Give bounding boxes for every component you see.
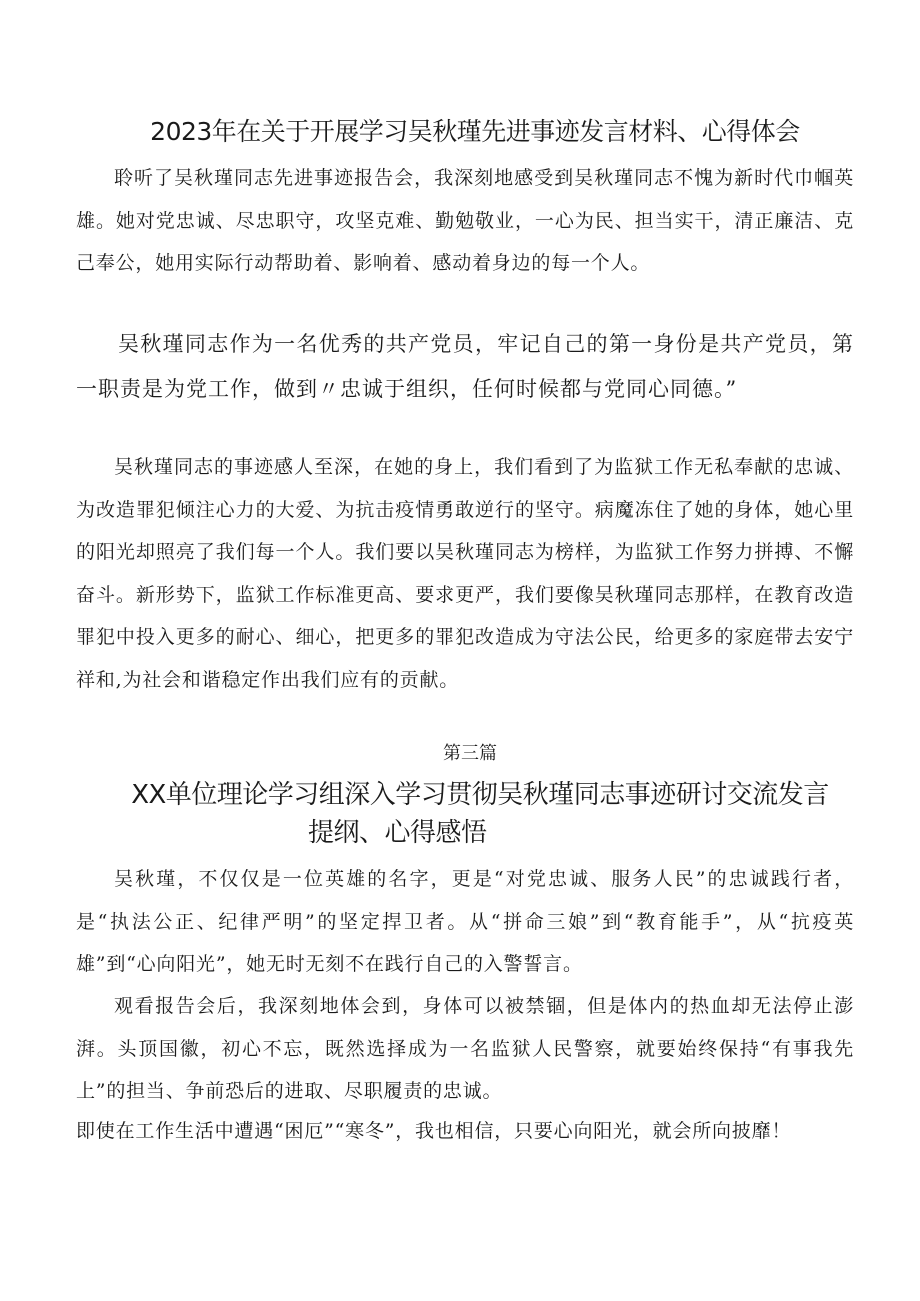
paragraph-2: 吴秋瑾同志作为一名优秀的共产党员，牢记自己的第一身份是共产党员，第一职责是为党工作，做到〃忠诚于组织，任何时候都与党同心同德。” — [76, 332, 854, 401]
paragraph-6: 即使在工作生活中遭遇“困厄”“寒冬”，我也相信，只要心向阳光，就会所向披靡！ — [76, 1120, 792, 1142]
paragraph-5: 观看报告会后，我深刻地体会到，身体可以被禁锢，但是体内的热血却无法停止澎湃。头顶国徽，初心不忘，既然选择成为一名监狱人民警察，就要始终保持“有事我先上”的担当、争前恐后的进取、尽职履责的忠诚。 — [76, 995, 854, 1102]
paragraph-4: 吴秋瑾，不仅仅是一位英雄的名字，更是“对党忠诚、服务人民”的忠诚践行者，是“执法公正、纪律严明”的坚定捍卫者。从“拼命三娘”到“教育能手”，从“抗疫英雄”到“心向阳光”，她无时无刻不在践行自己的入警誓言。 — [76, 868, 854, 975]
section-title — [0, 776, 920, 852]
section-title-line-2: 提纲、心得感悟 — [308, 818, 487, 848]
section-label: 第三篇 — [443, 743, 497, 764]
article-title: 2023年在关于开展学习吴秋瑾先进事迹发言材料、心得体会 — [150, 117, 800, 146]
paragraph-3: 吴秋瑾同志的事迹感人至深，在她的身上，我们看到了为监狱工作无私奉献的忠诚、为改造罪犯倾注心力的大爱、为抗击疫情勇敢逆行的坚守。病魔冻住了她的身体，她心里的阳光却照亮了我们每一个人。我们要以吴秋瑾同志为榜样，为监狱工作努力拼搏、不懈奋斗。新形势下，监狱工作标准更高、要求更严，我们要像吴秋瑾同志那样，在教育改造罪犯中投入更多的耐心、细心，把更多的罪犯改造成为守法公民，给更多的家庭带去安宁祥和,为社会和谐稳定作出我们应有的贡献。 — [76, 456, 854, 691]
section-title-line-1: XX单位理论学习组深入学习贯彻吴秋瑾同志事迹研讨交流发言 — [131, 780, 829, 810]
paragraph-1: 聆听了吴秋瑾同志先进事迹报告会，我深刻地感受到吴秋瑾同志不愧为新时代巾帼英雄。她对党忠诚、尽忠职守，攻坚克难、勤勉敬业，一心为民、担当实干，清正廉洁、克己奉公，她用实际行动帮助着、影响着、感动着身边的每一个人。 — [76, 167, 854, 274]
